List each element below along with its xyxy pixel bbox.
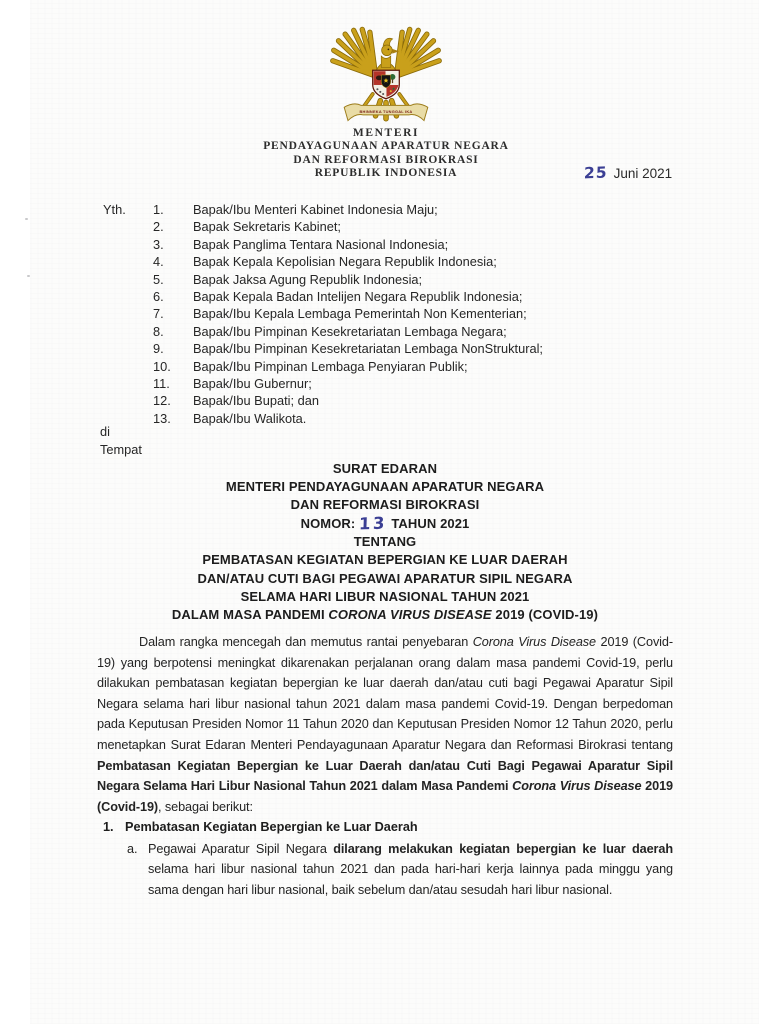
recipient-row — [103, 392, 669, 409]
recipient-row — [103, 340, 669, 357]
subject-line-2: DAN/ATAU CUTI BAGI PEGAWAI APARATUR SIPIL NEGARA — [197, 570, 573, 586]
recipient-row — [103, 236, 669, 253]
nomor-prefix: NOMOR: — [300, 516, 356, 532]
title-surat-edaran: SURAT EDARAN — [332, 461, 438, 476]
garuda-pancasila-emblem-svg — [329, 25, 443, 125]
recipient-text: Bapak Jaksa Agung Republik Indonesia; — [193, 271, 423, 287]
recipient-text: Bapak/Ibu Kepala Lembaga Pemerintah Non Kementerian; — [193, 306, 527, 322]
recipient-text: Bapak/Ibu Pimpinan Kesekretariatan Lembaga Negara; — [193, 323, 507, 339]
recipient-text: Bapak Panglima Tentara Nasional Indonesia; — [193, 236, 449, 252]
scan-speck — [25, 218, 28, 220]
recipient-text: Bapak Sekretaris Kabinet; — [193, 219, 341, 235]
recipient-number: 2. — [153, 219, 164, 235]
handwritten-day: 25 — [583, 163, 608, 183]
emblem-banner-text: BHINNEKA TUNGGAL IKA — [359, 108, 413, 114]
document-date — [584, 164, 672, 182]
scan-speck — [27, 275, 30, 277]
recipient-list — [103, 201, 669, 427]
letterhead-line-menteri: MENTERI — [352, 127, 420, 139]
pancasila-shield — [373, 70, 400, 99]
letterhead-line-reform: DAN REFORMASI BIROKRASI — [293, 153, 479, 166]
location-tempat: Tempat — [100, 441, 142, 457]
printed-month-year: Juni 2021 — [613, 166, 673, 181]
section-heading: Pembatasan Kegiatan Bepergian ke Luar Daerah — [125, 820, 418, 834]
section-1-heading-row — [103, 817, 673, 838]
title-reform: DAN REFORMASI BIROKRASI — [290, 497, 480, 513]
recipient-text: Bapak/Ibu Walikota. — [193, 410, 307, 426]
recipient-row — [103, 288, 669, 305]
recipient-row — [103, 201, 669, 218]
sub-item-letter: a. — [127, 841, 138, 856]
document-title-block — [97, 460, 673, 624]
letterhead — [16, 25, 756, 181]
nomor-suffix: TAHUN 2021 — [391, 516, 470, 532]
recipient-number: 9. — [153, 341, 164, 357]
recipient-number: 5. — [153, 271, 164, 287]
sub-item-a — [127, 839, 673, 901]
recipient-number: 4. — [153, 254, 164, 270]
opening-paragraph: Dalam rangka mencegah dan memutus rantai penyebaran Corona Virus Disease 2019 (Covid-19) yang berpotensi meningkat dikarenakan perjalanan orang dalam masa pandemi Covid-19, perlu dilakukan pembatasan kegiatan bepergian ke luar daerah dan/atau cuti bagi Pegawai Aparatur Sipil Negara selama hari libur nasional tahun 2021 dalam masa pandemi Covid-19. Dengan berpedoman pada Keputusan Presiden Nomor 11 Tahun 2020 dan Keputusan Presiden Nomor 12 Tahun 2020, perlu menetapkan Surat Edaran Menteri Pendayagunaan Aparatur Negara dan Reformasi Birokrasi tentang Pembatasan Kegiatan Bepergian ke Luar Daerah dan/atau Cuti Bagi Pegawai Aparatur Sipil Negara Selama Hari Libur Nasional Tahun 2021 dalam Masa Pandemi Corona Virus Disease 2019 (Covid-19), sebagai berikut: — [97, 635, 673, 814]
recipient-row — [103, 358, 669, 375]
recipient-row — [103, 375, 669, 392]
recipient-number: 8. — [153, 323, 164, 339]
subject-line-3: SELAMA HARI LIBUR NASIONAL TAHUN 2021 — [240, 588, 530, 604]
recipient-text: Bapak/Ibu Gubernur; — [193, 376, 312, 392]
recipient-text: Bapak/Ibu Pimpinan Kesekretariatan Lembaga NonStruktural; — [193, 341, 543, 357]
section-number: 1. — [103, 820, 114, 834]
recipient-number: 3. — [153, 236, 164, 252]
recipient-row — [103, 323, 669, 340]
recipient-number: 7. — [153, 306, 164, 322]
recipient-row — [103, 305, 669, 322]
section-list — [103, 817, 673, 900]
recipient-number: 1. — [153, 202, 164, 217]
recipient-row — [103, 253, 669, 270]
location-di: di — [100, 424, 110, 439]
recipient-row — [103, 218, 669, 235]
recipient-location — [100, 423, 142, 458]
recipient-text: Bapak/Ibu Menteri Kabinet Indonesia Maju; — [193, 202, 438, 217]
title-nomor-line — [97, 514, 673, 533]
recipient-number: 6. — [153, 289, 164, 305]
title-minister: MENTERI PENDAYAGUNAAN APARATUR NEGARA — [225, 479, 545, 495]
recipient-row — [103, 410, 669, 427]
subject-line-4: DALAM MASA PANDEMI CORONA VIRUS DISEASE 2019 (COVID-19) — [171, 606, 599, 622]
garuda-pancasila-emblem-icon — [16, 25, 756, 125]
recipient-number: 11. — [153, 376, 170, 392]
handwritten-nomor: 13 — [359, 513, 388, 534]
recipient-text: Bapak/Ibu Pimpinan Lembaga Penyiaran Publik; — [193, 358, 468, 374]
recipient-text: Bapak Kepala Kepolisian Negara Republik Indonesia; — [193, 254, 497, 270]
letterhead-line-republic: REPUBLIK INDONESIA — [314, 167, 458, 180]
recipient-number: 13. — [153, 410, 171, 426]
recipient-number: 10. — [153, 358, 171, 374]
recipient-row — [103, 271, 669, 288]
subject-line-1: PEMBATASAN KEGIATAN BEPERGIAN KE LUAR DAERAH — [202, 552, 568, 568]
sub-item-text: Pegawai Aparatur Sipil Negara dilarang melakukan kegiatan bepergian ke luar daerah selama hari libur nasional tahun 2021 dan pada hari-hari kerja lainnya pada minggu yang sama dengan hari libur nasional, baik sebelum dan/atau sesudah hari libur nasional. — [148, 841, 673, 897]
recipient-text: Bapak/Ibu Bupati; dan — [193, 393, 319, 409]
title-tentang: TENTANG — [353, 534, 417, 550]
letterhead-line-ministry: PENDAYAGUNAAN APARATUR NEGARA — [263, 140, 509, 153]
salutation: Yth. — [103, 202, 126, 217]
recipient-number: 12. — [153, 393, 171, 409]
recipient-text: Bapak Kepala Badan Intelijen Negara Republik Indonesia; — [193, 289, 523, 305]
